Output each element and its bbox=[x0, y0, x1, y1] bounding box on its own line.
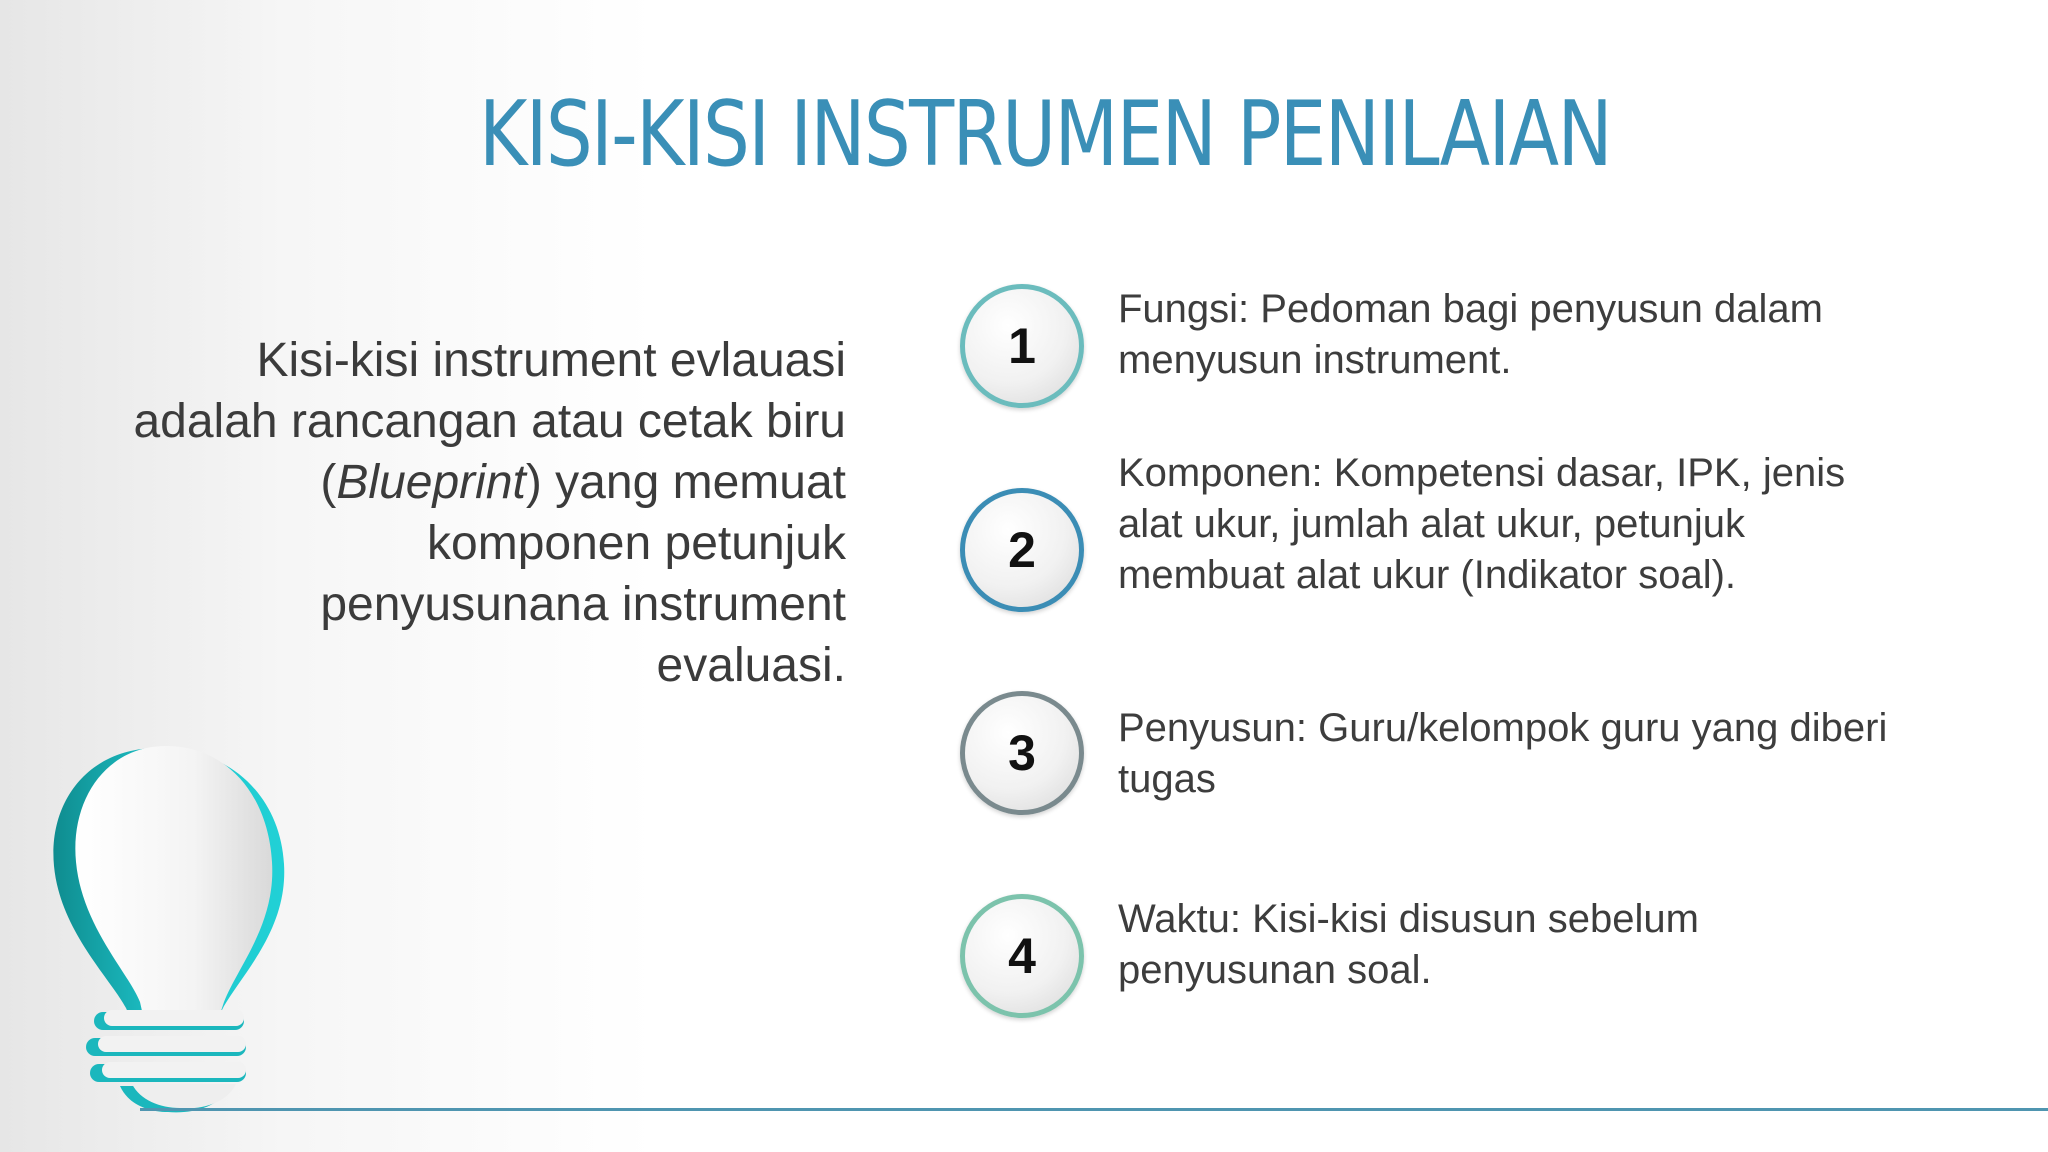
definition-part-1: Kisi-kisi instrument evlauasi adalah rancangan atau cetak biru ( bbox=[133, 334, 846, 509]
number-circle-3: 3 bbox=[960, 691, 1084, 815]
item-text-4: Waktu: Kisi-kisi disusun sebelum penyusunan soal. bbox=[1118, 897, 1699, 992]
item-text-3: Penyusun: Guru/kelompok guru yang diberi tugas bbox=[1118, 706, 1888, 801]
number-circle-2: 2 bbox=[960, 488, 1084, 612]
item-text-1: Fungsi: Pedoman bagi penyusun dalam menyusun instrument. bbox=[1118, 287, 1823, 382]
bulb-base-ring-2-face bbox=[98, 1036, 246, 1052]
definition-text bbox=[126, 330, 846, 696]
slide-title: KISI-KISI INSTRUMEN PENILAIAN bbox=[478, 82, 1612, 187]
definition-italic-term: Blueprint bbox=[336, 456, 526, 509]
bottom-divider-line bbox=[140, 1108, 2048, 1111]
number-circle-4: 4 bbox=[960, 894, 1084, 1018]
item-text-2: Komponen: Kompetensi dasar, IPK, jenis alat ukur, jumlah alat ukur, petunjuk membuat alat ukur (Indikator soal). bbox=[1118, 451, 1846, 597]
bulb-inner-shape bbox=[75, 746, 272, 1020]
bulb-base-ring-3-face bbox=[102, 1062, 246, 1078]
bulb-base-ring-1-face bbox=[104, 1010, 244, 1026]
definition-part-2: ) yang memuat komponen petunjuk penyusunana instrument evaluasi. bbox=[320, 456, 846, 692]
light-bulb-icon bbox=[40, 740, 300, 1120]
number-circle-1: 1 bbox=[960, 284, 1084, 408]
